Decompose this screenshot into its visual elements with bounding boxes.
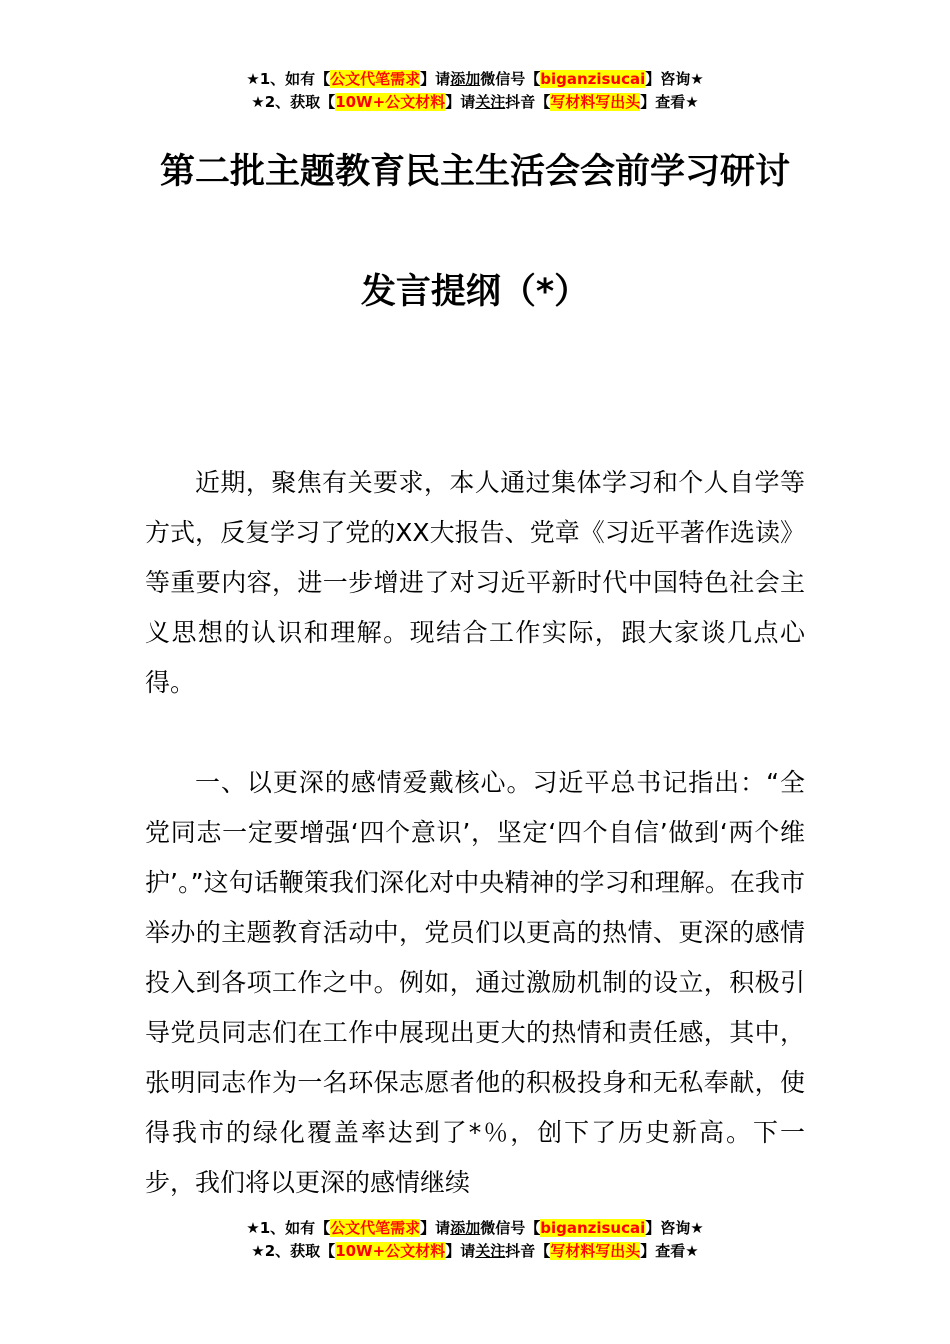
ad-text: 微信号【 bbox=[480, 1219, 541, 1237]
ad-underlined: 关注 bbox=[475, 1242, 506, 1260]
header-ad-line-1 bbox=[0, 68, 950, 91]
ad-underlined: 添加 bbox=[450, 1219, 481, 1237]
ad-highlight: 公文代笔需求 bbox=[330, 1219, 421, 1237]
document-title-line-1: 第二批主题教育民主生活会会前学习研讨 bbox=[159, 152, 790, 192]
ad-text: 】查看★ bbox=[640, 93, 699, 111]
ad-underlined: 关注 bbox=[475, 93, 506, 111]
ad-text: 微信号【 bbox=[480, 70, 541, 88]
ad-text: ★1、如有【 bbox=[246, 70, 331, 88]
ad-text: 抖音【 bbox=[505, 1242, 551, 1260]
ad-text: 】查看★ bbox=[640, 1242, 699, 1260]
ad-douyin-account: 写材料写出头 bbox=[550, 1242, 641, 1260]
ad-text: 】请 bbox=[445, 1242, 476, 1260]
ad-text: 】请 bbox=[420, 1219, 451, 1237]
ad-wechat-id: biganzisucai bbox=[540, 70, 646, 88]
ad-text: ★2、获取【 bbox=[251, 1242, 336, 1260]
ad-douyin-account: 写材料写出头 bbox=[550, 93, 641, 111]
header-ad-banner bbox=[0, 68, 950, 114]
footer-ad-line-2 bbox=[0, 1240, 950, 1263]
ad-text: 】咨询★ bbox=[645, 1219, 704, 1237]
ad-text: 】请 bbox=[420, 70, 451, 88]
ad-text: ★2、获取【 bbox=[251, 93, 336, 111]
body-paragraph-section-1: 一、以更深的感情爱戴核心。习近平总书记指出：“全党同志一定要增强‘四个意识’，坚定‘四个自信’做到‘两个维护’。”这句话鞭策我们深化对中央精神的学习和理解。在我市举办的主题教育活动中，党员们以更高的热情、更深的感情投入到各项工作之中。例如，通过激励机制的设立，积极引导党员同志们在工作中展现出更大的热情和责任感，其中，张明同志作为一名环保志愿者他的积极投身和无私奉献，使得我市的绿化覆盖率达到了*％，创下了历史新高。下一步，我们将以更深的感情继续 bbox=[145, 768, 805, 1197]
footer-ad-line-1 bbox=[0, 1217, 950, 1240]
ad-wechat-id: biganzisucai bbox=[540, 1219, 646, 1237]
footer-ad-banner bbox=[0, 1217, 950, 1263]
ad-text: ★1、如有【 bbox=[246, 1219, 331, 1237]
document-title-line-2: 发言提纲（*） bbox=[360, 272, 590, 312]
ad-highlight: 10W+公文材料 bbox=[335, 93, 446, 111]
header-ad-line-2 bbox=[0, 91, 950, 114]
ad-highlight: 10W+公文材料 bbox=[335, 1242, 446, 1260]
ad-text: 】请 bbox=[445, 93, 476, 111]
ad-highlight: 公文代笔需求 bbox=[330, 70, 421, 88]
ad-underlined: 添加 bbox=[450, 70, 481, 88]
ad-text: 】咨询★ bbox=[645, 70, 704, 88]
ad-text: 抖音【 bbox=[505, 93, 551, 111]
body-paragraph-intro: 近期，聚焦有关要求，本人通过集体学习和个人自学等方式，反复学习了党的XX大报告、党章《习近平著作选读》等重要内容，进一步增进了对习近平新时代中国特色社会主义思想的认识和理解。现结合工作实际，跟大家谈几点心得。 bbox=[145, 468, 805, 697]
